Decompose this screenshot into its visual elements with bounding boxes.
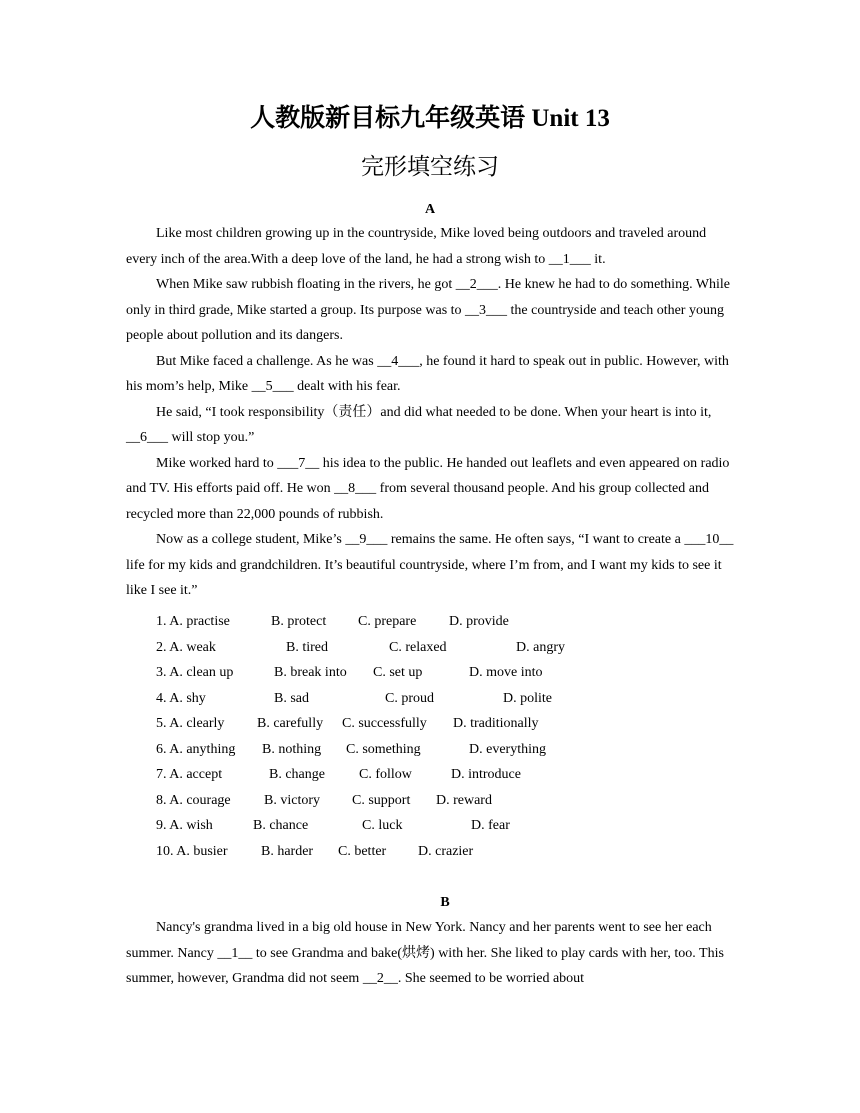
option-c: C. support (352, 792, 411, 808)
option-a: 8. A. courage (156, 792, 231, 808)
passage-paragraph: He said, “I took responsibility（责任）and did what needed to be done. When your heart is into it, __6___ will stop you.” (126, 404, 712, 445)
option-a: 10. A. busier (156, 843, 228, 859)
passage-paragraph: When Mike saw rubbish floating in the rivers, he got __2___. He knew he had to do something. While only in third grade, Mike started a group. Its purpose was to __3___ the countryside and teach other young people about pollution and its dangers. (126, 277, 731, 343)
passage-paragraph: Nancy's grandma lived in a big old house in New York. Nancy and her parents went to see her each summer. Nancy __1__ to see Grandma and bake(烘烤) with her. She liked to play cards with her, too. This summer, however, Grandma did not seem __2__. She seemed to be worried about (126, 920, 724, 986)
option-b: B. carefully (257, 716, 324, 731)
option-c: C. follow (359, 767, 412, 782)
document-title: 人教版新目标九年级英语 Unit 13 (250, 105, 610, 132)
option-d: D. traditionally (453, 716, 539, 731)
option-b: B. chance (253, 818, 309, 833)
question-row (156, 609, 756, 635)
section-b-passage (126, 915, 736, 992)
option-c: C. better (338, 843, 387, 859)
question-row (156, 737, 756, 763)
option-d: D. introduce (451, 767, 521, 782)
section-a-passage (126, 221, 736, 604)
section-a-label: A (424, 202, 436, 217)
option-c: C. prepare (358, 614, 417, 629)
option-b: B. victory (264, 792, 320, 808)
question-row (156, 762, 756, 788)
option-c: C. successfully (342, 716, 427, 731)
option-a: 3. A. clean up (156, 665, 234, 680)
option-a: 9. A. wish (156, 818, 213, 833)
question-row (156, 635, 756, 661)
option-c: C. something (346, 741, 421, 757)
question-row (156, 788, 756, 814)
document-subtitle: 完形填空练习 (361, 154, 499, 179)
option-c: C. proud (385, 690, 434, 706)
option-b: B. harder (261, 843, 314, 859)
option-b: B. change (269, 767, 325, 782)
option-d: D. reward (436, 792, 492, 808)
option-c: C. set up (373, 665, 423, 680)
option-a: 4. A. shy (156, 690, 206, 706)
question-list (156, 609, 756, 864)
option-b: B. nothing (262, 741, 322, 757)
passage-paragraph: Mike worked hard to ___7__ his idea to the public. He handed out leaflets and even appeared on radio and TV. His efforts paid off. He won __8___ from several thousand people. And his group collected and recycled more than 22,000 pounds of rubbish. (126, 455, 730, 522)
option-a: 1. A. practise (156, 614, 230, 629)
option-d: D. provide (449, 614, 509, 629)
option-b: B. protect (271, 614, 327, 629)
option-d: D. crazier (418, 843, 474, 859)
question-row (156, 686, 756, 712)
option-a: 2. A. weak (156, 639, 216, 655)
passage-paragraph: But Mike faced a challenge. As he was __4___, he found it hard to speak out in public. However, with his mom’s help, Mike __5___ dealt with his fear. (126, 353, 729, 394)
option-d: D. everything (469, 741, 546, 757)
passage-paragraph: Now as a college student, Mike’s __9___ remains the same. He often says, “I want to create a ___10__ life for my kids and grandchildren. It’s beautiful countryside, where I’m from, and I want my kids to see it like I see it.” (126, 532, 734, 598)
question-row (156, 660, 756, 686)
question-row (156, 813, 756, 839)
option-c: C. relaxed (389, 639, 447, 655)
option-a: 7. A. accept (156, 767, 223, 782)
option-d: D. angry (516, 639, 565, 655)
option-a: 5. A. clearly (156, 716, 225, 731)
question-row (156, 839, 756, 865)
passage-paragraph: Like most children growing up in the countryside, Mike loved being outdoors and traveled around every inch of the area.With a deep love of the land, he had a strong wish to __1___ it. (126, 226, 707, 267)
option-a: 6. A. anything (156, 741, 236, 757)
option-c: C. luck (362, 818, 403, 833)
section-b-label: B (440, 895, 450, 910)
question-row (156, 711, 756, 737)
option-b: B. break into (274, 665, 347, 680)
option-d: D. move into (469, 665, 543, 680)
option-b: B. tired (286, 639, 328, 655)
option-b: B. sad (274, 690, 309, 706)
option-d: D. polite (503, 690, 552, 706)
option-d: D. fear (471, 818, 510, 833)
